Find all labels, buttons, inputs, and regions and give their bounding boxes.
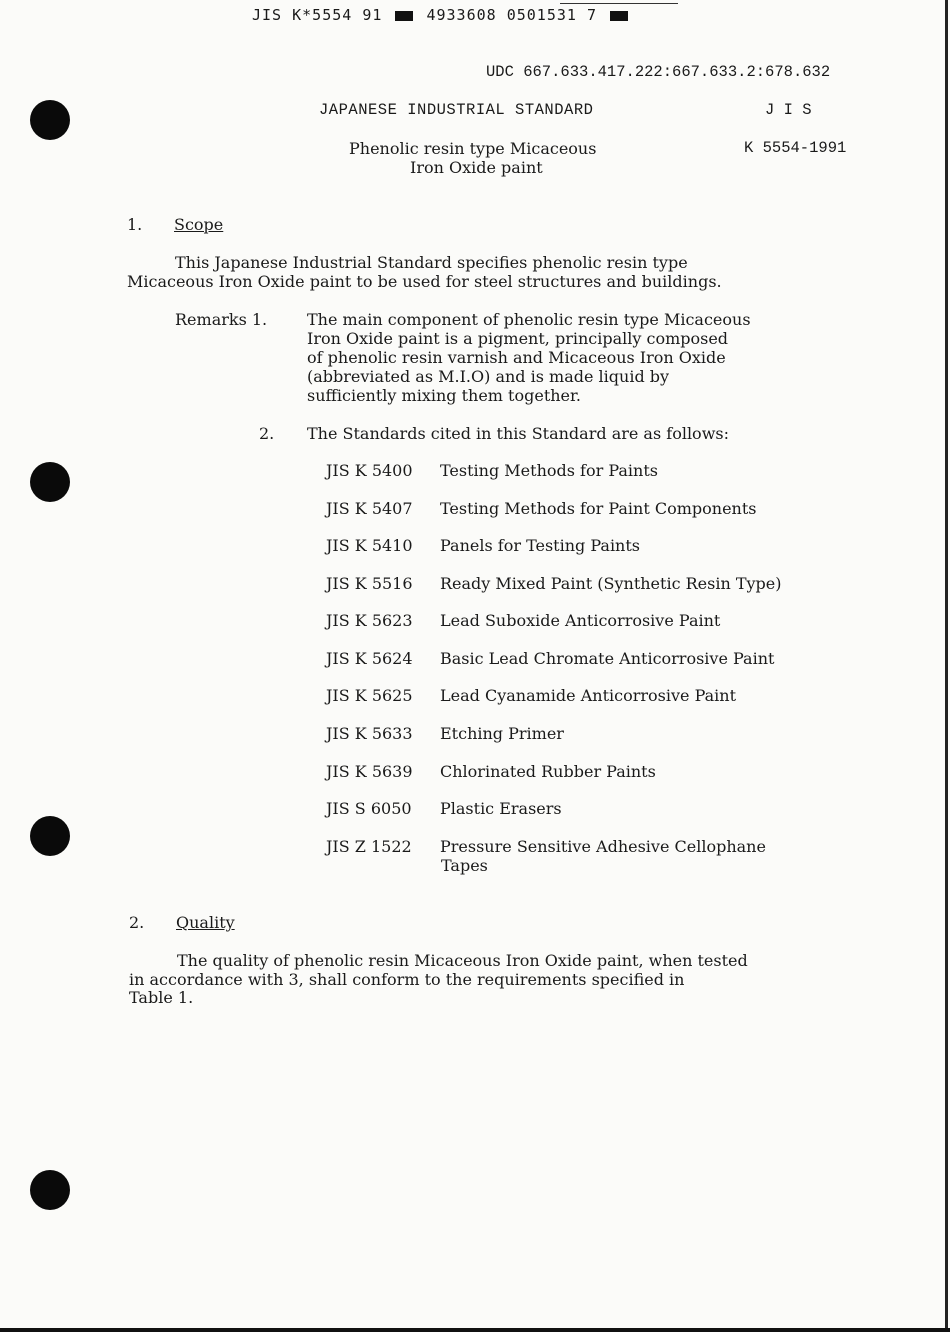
barcode-block bbox=[610, 11, 628, 21]
udc-number: UDC 667.633.417.222:667.633.2:678.632 bbox=[486, 63, 831, 81]
title-line-2: Iron Oxide paint bbox=[410, 158, 543, 177]
punch-hole bbox=[30, 462, 70, 502]
reference-title: Testing Methods for Paints bbox=[440, 461, 658, 480]
reference-title: Chlorinated Rubber Paints bbox=[440, 762, 656, 781]
reference-code: JIS K 5639 bbox=[326, 762, 413, 781]
punch-hole bbox=[30, 816, 70, 856]
remark-1-line: Iron Oxide paint is a pigment, principally composed bbox=[307, 329, 729, 348]
reference-title: Testing Methods for Paint Components bbox=[440, 499, 757, 518]
remark-1-line: The main component of phenolic resin type Micaceous bbox=[307, 310, 751, 329]
remark-2-number: 2. bbox=[259, 424, 275, 443]
punch-hole bbox=[30, 100, 70, 140]
standard-org: JAPANESE INDUSTRIAL STANDARD bbox=[319, 101, 594, 119]
remark-2-text: The Standards cited in this Standard are as follows: bbox=[307, 424, 729, 443]
reference-code: JIS K 5516 bbox=[326, 574, 413, 593]
reference-title: Basic Lead Chromate Anticorrosive Paint bbox=[440, 649, 775, 668]
catalog-code bbox=[252, 6, 631, 24]
quality-para-line-1: The quality of phenolic resin Micaceous Iron Oxide paint, when tested bbox=[177, 951, 748, 970]
reference-code: JIS Z 1522 bbox=[326, 837, 412, 856]
section-1-heading: Scope bbox=[174, 215, 224, 234]
section-1-number: 1. bbox=[127, 215, 143, 234]
reference-title: Pressure Sensitive Adhesive Cellophane bbox=[440, 837, 766, 856]
reference-code: JIS K 5623 bbox=[326, 611, 413, 630]
barcode-block bbox=[395, 11, 413, 21]
section-2-heading: Quality bbox=[176, 913, 235, 932]
catalog-code-b: 4933608 0501531 7 bbox=[426, 6, 597, 24]
reference-title: Ready Mixed Paint (Synthetic Resin Type) bbox=[440, 574, 782, 593]
remark-1-line: (abbreviated as M.I.O) and is made liquid by bbox=[307, 367, 670, 386]
jis-mark: J I S bbox=[765, 101, 812, 119]
punch-hole bbox=[30, 1170, 70, 1210]
reference-code: JIS K 5633 bbox=[326, 724, 413, 743]
header-rule bbox=[560, 3, 678, 4]
reference-code: JIS K 5407 bbox=[326, 499, 413, 518]
reference-code: JIS K 5410 bbox=[326, 536, 413, 555]
quality-para-line-2: in accordance with 3, shall conform to the requirements specified in bbox=[129, 970, 685, 989]
reference-title: Panels for Testing Paints bbox=[440, 536, 640, 555]
title-line-1: Phenolic resin type Micaceous bbox=[349, 139, 597, 158]
remarks-label: Remarks 1. bbox=[175, 310, 268, 329]
standard-number: K 5554-1991 bbox=[744, 139, 847, 157]
reference-code: JIS K 5400 bbox=[326, 461, 413, 480]
reference-code: JIS K 5625 bbox=[326, 686, 413, 705]
scope-para-line-1: This Japanese Industrial Standard specifies phenolic resin type bbox=[175, 253, 688, 272]
catalog-code-a: JIS K*5554 91 bbox=[252, 6, 383, 24]
quality-para-line-3: Table 1. bbox=[129, 988, 194, 1007]
reference-title-continued: Tapes bbox=[441, 856, 488, 875]
scan-right-edge bbox=[945, 0, 948, 1332]
reference-title: Etching Primer bbox=[440, 724, 564, 743]
scan-bottom-edge bbox=[0, 1328, 950, 1332]
reference-title: Plastic Erasers bbox=[440, 799, 562, 818]
reference-code: JIS S 6050 bbox=[326, 799, 412, 818]
scope-para-line-2: Micaceous Iron Oxide paint to be used for steel structures and buildings. bbox=[127, 272, 722, 291]
reference-title: Lead Suboxide Anticorrosive Paint bbox=[440, 611, 721, 630]
section-2-number: 2. bbox=[129, 913, 145, 932]
reference-title: Lead Cyanamide Anticorrosive Paint bbox=[440, 686, 736, 705]
reference-code: JIS K 5624 bbox=[326, 649, 413, 668]
remark-1-line: sufficiently mixing them together. bbox=[307, 386, 581, 405]
remark-1-line: of phenolic resin varnish and Micaceous Iron Oxide bbox=[307, 348, 726, 367]
